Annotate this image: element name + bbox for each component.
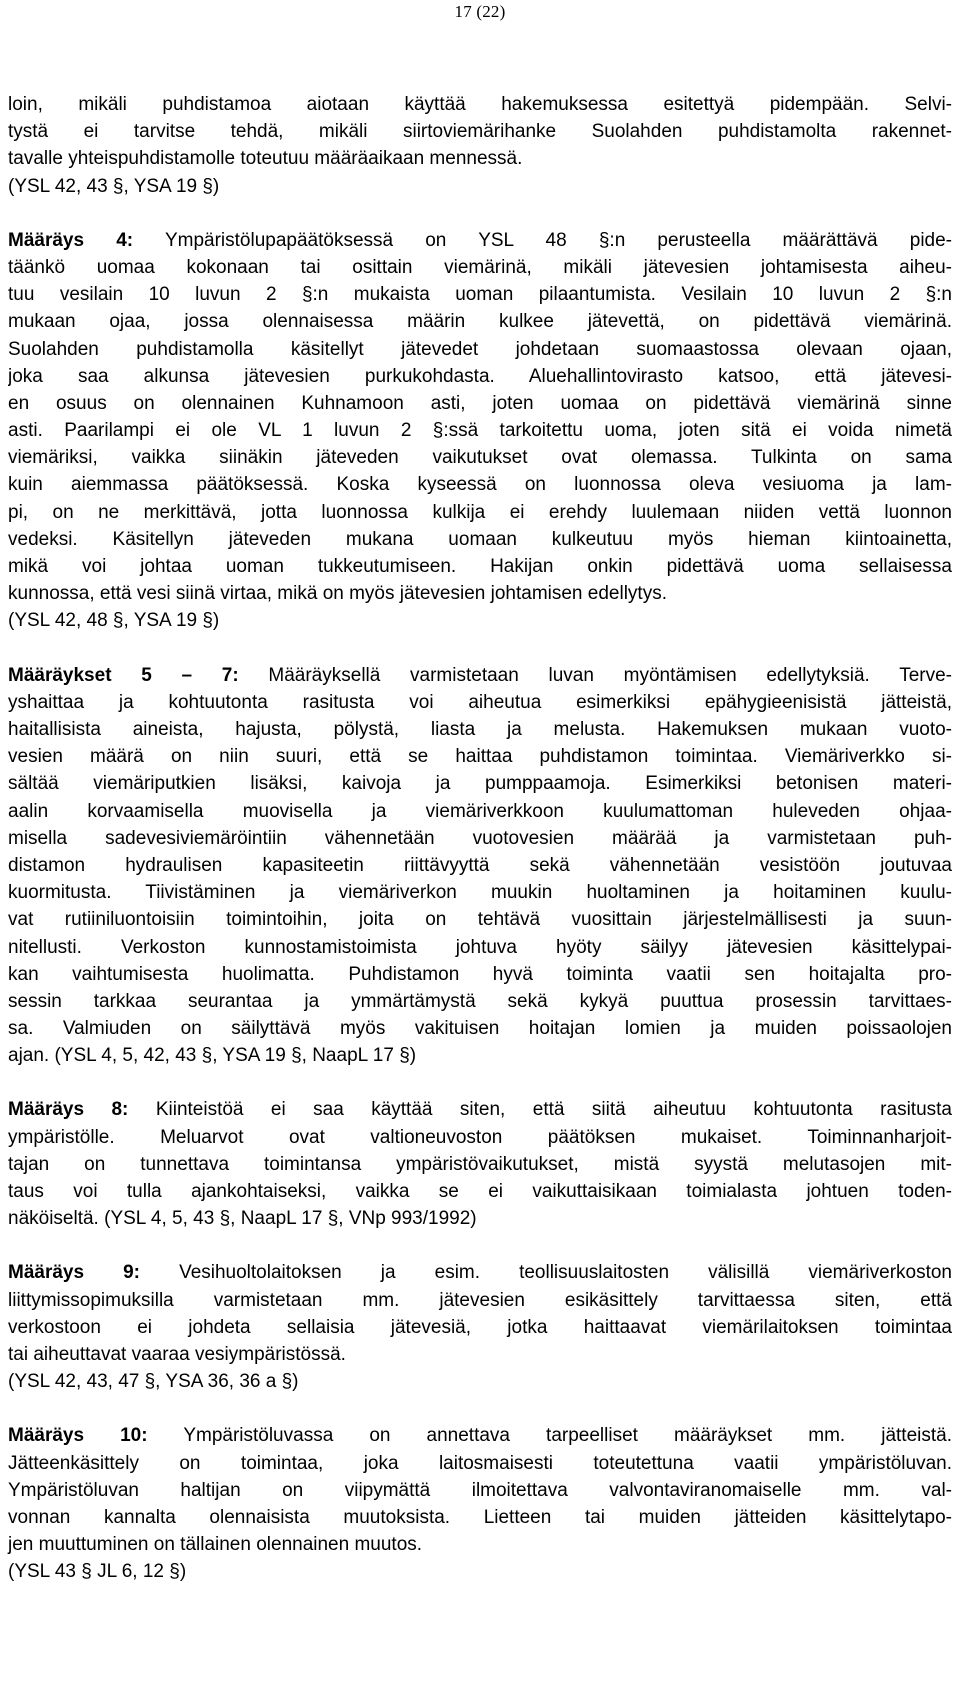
- text-line: ympäristölle. Meluarvot ovat valtioneuvoston päätöksen mukaiset. Toiminnanharjoit-: [8, 1126, 952, 1148]
- text-line: Määräys 8: Kiinteistöä ei saa käyttää siten, että siitä aiheutuu kohtuutonta rasitusta: [8, 1099, 952, 1121]
- text-line: taus voi tulla ajankohtaiseksi, vaikka se ei vaikuttaisikaan toimialasta johtuen toden-: [8, 1181, 952, 1203]
- section-maarays-4: [8, 227, 952, 635]
- text-line: sältää viemäriputkien lisäksi, kaivoja ja pumppaamoja. Esimerkiksi betonisen materi-: [8, 773, 952, 795]
- section-heading: Määräys 10:: [8, 1425, 148, 1447]
- section-heading: Määräys 8:: [8, 1099, 129, 1121]
- text-line: Jätteenkäsittely on toimintaa, joka laitosmaisesti toteutettuna vaatii ympäristöluvan.: [8, 1452, 952, 1474]
- text-line: mukaan ojaa, jossa olennaisessa määrin kulkee jätevettä, on pidettävä viemärinä.: [8, 311, 952, 333]
- text-line: aalin korvaamisella muovisella ja viemäriverkkoon kuulumattoman huleveden ohjaa-: [8, 800, 952, 822]
- text-line: kuormitusta. Tiivistäminen ja viemäriverkon muukin huoltaminen ja hoitaminen kuulu-: [8, 882, 952, 904]
- text-line: loin, mikäli puhdistamoa aiotaan käyttää hakemuksessa esitettyä pidempään. Selvi-: [8, 94, 952, 115]
- text-line: vesien määrä on niin suuri, että se haittaa puhdistamon toimintaa. Viemäriverkko si-: [8, 746, 952, 768]
- section-maarays-8: [8, 1096, 952, 1232]
- legal-reference: (YSL 42, 43, 47 §, YSA 36, 36 a §): [8, 1371, 299, 1393]
- text-line: mikä voi johtaa uoman tukkeutumiseen. Hakijan onkin pidettävä uoma sellaisessa: [8, 556, 952, 578]
- text-line: nitellusti. Verkoston kunnostamistoimista johtuva hyöty säilyy jätevesien käsittelypai-: [8, 936, 952, 958]
- text-line: tuu vesilain 10 luvun 2 §:n mukaista uoman pilaantumista. Vesilain 10 luvun 2 §:n: [8, 284, 952, 306]
- text-line: misella sadevesiviemäröintiin vähennetään vuotovesien määrää ja varmistetaan puh-: [8, 827, 952, 849]
- document-body: [8, 91, 952, 1586]
- text-line: vat rutiiniluontoisiin toimintoihin, joita on tehtävä vuosittain järjestelmällisesti ja suun-: [8, 909, 952, 931]
- text-line: vedeksi. Käsitellyn jäteveden mukana uomaan kulkeutuu myös hieman kiintoainetta,: [8, 528, 952, 550]
- legal-reference: (YSL 43 § JL 6, 12 §): [8, 1561, 187, 1583]
- text-line: sa. Valmiuden on säilyttävä myös vakituisen hoitajan lomien ja muiden poissaolojen: [8, 1018, 952, 1040]
- text-line: tystä ei tarvitse tehdä, mikäli siirtoviemärihanke Suolahden puhdistamolta rakennet-: [8, 121, 952, 143]
- text-line: asti. Paarilampi ei ole VL 1 luvun 2 §:ssä tarkoitettu uoma, joten sitä ei voida nimetä: [8, 420, 952, 442]
- text-line: verkostoon ei johdeta sellaisia jätevesiä, jotka haittaavat viemärilaitoksen toimintaa: [8, 1316, 952, 1338]
- section-heading: Määräys 4:: [8, 229, 134, 251]
- text-line: en osuus on olennainen Kuhnamoon asti, joten uomaa on pidettävä viemärinä sinne: [8, 392, 952, 414]
- text-line: joka saa alkunsa jätevesien purkukohdasta. Aluehallintovirasto katsoo, että jätevesi-: [8, 365, 952, 387]
- text-line: Määräys 10: Ympäristöluvassa on annettava tarpeelliset määräykset mm. jätteistä.: [8, 1425, 952, 1447]
- text-line: yshaittaa ja kohtuutonta rasitusta voi aiheutua esimerkiksi epähygieenisistä jätteistä,: [8, 691, 952, 713]
- text-line: sessin tarkkaa seurantaa ja ymmärtämystä sekä kykyä puuttua prosessin tarvittaes-: [8, 990, 952, 1012]
- section-maarays-9: [8, 1259, 952, 1395]
- text-line: kunnossa, että vesi siinä virtaa, mikä on myös jätevesien johtamisen edellytys.: [8, 583, 667, 605]
- page-number: 17 (22): [454, 2, 506, 21]
- text-line: distamon hydraulisen kapasiteetin riittävyyttä sekä vähennetään vesistöön joutuvaa: [8, 854, 952, 876]
- text-line: kuin aiemmassa päätöksessä. Koska kyseessä on luonnossa oleva vesiuoma ja lam-: [8, 474, 952, 496]
- text-line: Ympäristöluvan haltijan on viipymättä ilmoitettava valvontaviranomaiselle mm. val-: [8, 1479, 952, 1501]
- text-line: vonnan kannalta olennaisista muutoksista. Lietteen tai muiden jätteiden käsittelytapo-: [8, 1506, 952, 1528]
- text-line: kan vaihtumisesta huolimatta. Puhdistamon hyvä toiminta vaatii sen hoitajalta pro-: [8, 963, 952, 985]
- text-line: täänkö uomaa kokonaan tai osittain viemärinä, mikäli jätevesien johtamisesta aiheu-: [8, 256, 952, 278]
- intro-paragraph: [8, 91, 952, 200]
- text-line: haitallisista aineista, hajusta, pölystä, liasta ja melusta. Hakemuksen mukaan vuoto-: [8, 719, 952, 740]
- text-line: tajan on tunnettava toimintansa ympäristövaikutukset, mistä syystä melutasojen mit-: [8, 1153, 952, 1175]
- text-line: viemäriksi, vaikka siinäkin jäteveden vaikutukset ovat olemassa. Tulkinta on sama: [8, 447, 952, 469]
- section-heading: Määräys 9:: [8, 1262, 141, 1284]
- legal-reference: (YSL 42, 48 §, YSA 19 §): [8, 610, 220, 632]
- section-heading: Määräykset 5 – 7:: [8, 664, 239, 686]
- text-line: Määräys 9: Vesihuoltolaitoksen ja esim. teollisuuslaitosten välisillä viemäriverkoston: [8, 1262, 952, 1284]
- text-line: Määräykset 5 – 7: Määräyksellä varmistetaan luvan myöntämisen edellytyksiä. Terve-: [8, 664, 952, 686]
- text-line: Suolahden puhdistamolla käsitellyt jätevedet johdetaan suomaastossa olevaan ojaan,: [8, 338, 952, 360]
- text-line: Määräys 4: Ympäristölupapäätöksessä on YSL 48 §:n perusteella määrättävä pide-: [8, 229, 952, 251]
- text-line: tai aiheuttavat vaaraa vesiympäristössä.: [8, 1343, 346, 1365]
- legal-reference: ajan. (YSL 4, 5, 42, 43 §, YSA 19 §, NaapL 17 §): [8, 1045, 417, 1067]
- section-maarays-10: [8, 1422, 952, 1585]
- legal-reference: näköiseltä. (YSL 4, 5, 43 §, NaapL 17 §, VNp 993/1992): [8, 1208, 477, 1230]
- text-line: pi, on ne merkittävä, jotta luonnossa kulkija ei erehdy luulemaan niiden vettä luonnon: [8, 501, 952, 523]
- text-line: liittymissopimuksilla varmistetaan mm. jätevesien esikäsittely tarvittaessa siten, että: [8, 1289, 952, 1311]
- legal-reference: (YSL 42, 43 §, YSA 19 §): [8, 175, 220, 197]
- text-line: tavalle yhteispuhdistamolle toteutuu määräaikaan mennessä.: [8, 148, 523, 170]
- text-line: jen muuttuminen on tällainen olennainen muutos.: [8, 1534, 423, 1556]
- section-maaraykset-5-7: [8, 662, 952, 1070]
